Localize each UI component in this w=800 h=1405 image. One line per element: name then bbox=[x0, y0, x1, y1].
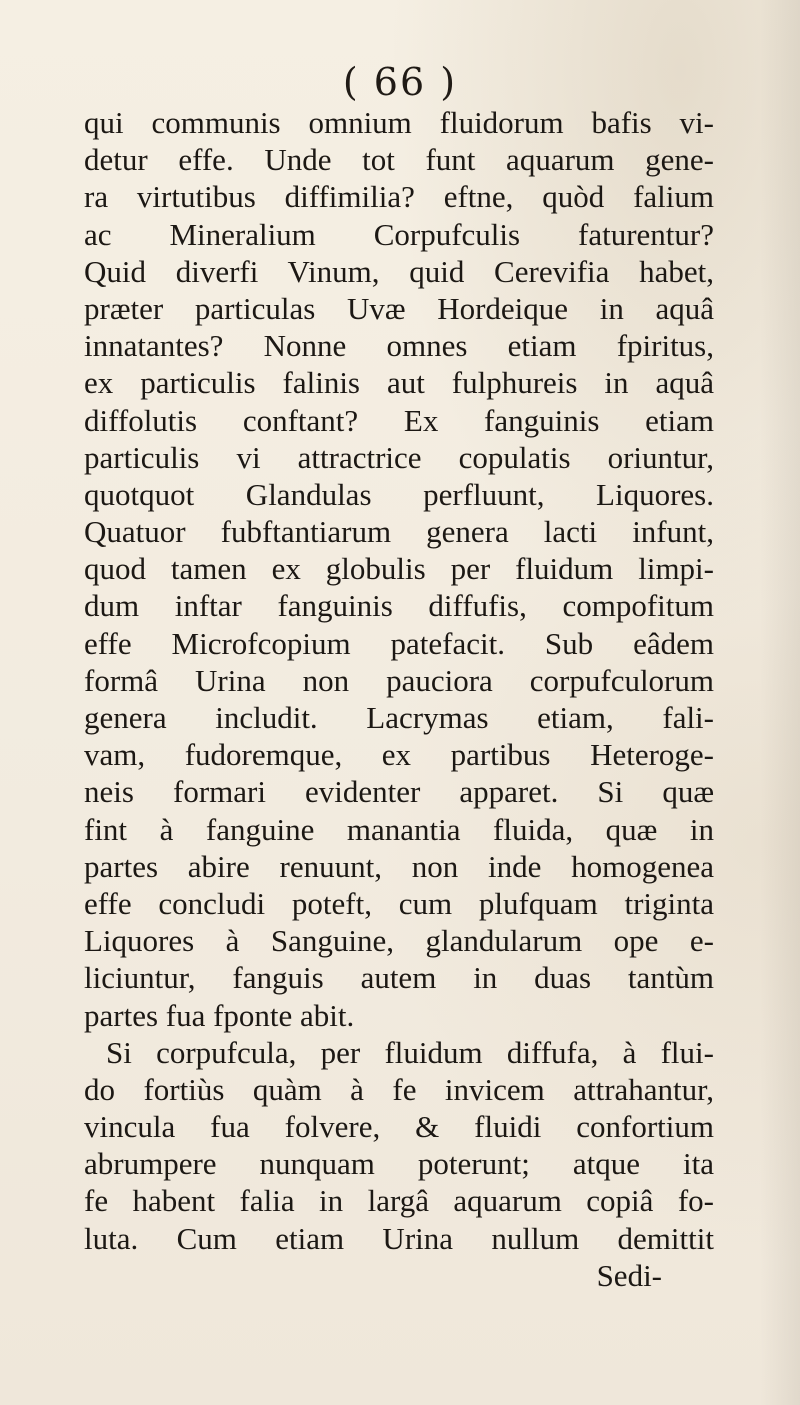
text-line: liciuntur, fanguis autem in duas tantùm bbox=[84, 960, 714, 996]
text-line: effe Microfcopium patefacit. Sub eâdem bbox=[84, 625, 714, 661]
body-text bbox=[84, 104, 714, 1294]
text-line: Liquores à Sanguine, glandularum ope e- bbox=[84, 923, 714, 959]
text-line: partes abire renuunt, non inde homogenea bbox=[84, 848, 714, 884]
text-line: formâ Urina non pauciora corpufculorum bbox=[84, 662, 714, 698]
text-line: quotquot Glandulas perfluunt, Liquores. bbox=[84, 476, 714, 512]
text-line: luta. Cum etiam Urina nullum demittit bbox=[84, 1220, 714, 1256]
text-line: fe habent falia in largâ aquarum copiâ fo- bbox=[84, 1183, 714, 1219]
text-line: vincula fua folvere, & fluidi confortium bbox=[84, 1109, 714, 1145]
text-line: præter particulas Uvæ Hordeique in aquâ bbox=[84, 290, 714, 326]
page-number: ( 66 ) bbox=[342, 60, 458, 104]
text-line: do fortiùs quàm à fe invicem attrahantur, bbox=[84, 1071, 714, 1107]
text-line: quod tamen ex globulis per fluidum limpi- bbox=[84, 551, 714, 587]
text-line: vam, fudoremque, ex partibus Heteroge- bbox=[84, 737, 714, 773]
text-line: detur effe. Unde tot funt aquarum gene- bbox=[84, 142, 714, 178]
text-line: ac Mineralium Corpufculis faturentur? bbox=[84, 216, 714, 252]
paragraph-start-line: Si corpufcula, per fluidum diffufa, à flui- bbox=[106, 1034, 714, 1070]
text-line: diffolutis conftant? Ex fanguinis etiam bbox=[84, 402, 714, 438]
text-line: Quatuor fubftantiarum genera lacti infunt, bbox=[84, 514, 714, 550]
text-line: abrumpere nunquam poterunt; atque ita bbox=[84, 1146, 714, 1182]
text-line: effe concludi poteft, cum plufquam triginta bbox=[84, 885, 714, 921]
text-line: particulis vi attractrice copulatis oriuntur, bbox=[84, 439, 714, 475]
text-line: Quid diverfi Vinum, quid Cerevifia habet, bbox=[84, 253, 714, 289]
text-line: ex particulis falinis aut fulphureis in aquâ bbox=[84, 365, 714, 401]
catchword: Sedi- bbox=[596, 1257, 662, 1293]
text-line: dum inftar fanguinis diffufis, compofitum bbox=[84, 588, 714, 624]
text-line: ra virtutibus diffimilia? eftne, quòd falium bbox=[84, 179, 714, 215]
text-line: neis formari evidenter apparet. Si quæ bbox=[84, 774, 714, 810]
paragraph-end-line: partes fua fponte abit. bbox=[84, 997, 355, 1033]
text-line: genera includit. Lacrymas etiam, fali- bbox=[84, 700, 714, 735]
text-line: qui communis omnium fluidorum bafis vi- bbox=[84, 105, 714, 140]
text-line: innatantes? Nonne omnes etiam fpiritus, bbox=[84, 328, 714, 364]
text-line: fint à fanguine manantia fluida, quæ in bbox=[84, 811, 714, 847]
page-edge-shadow bbox=[760, 0, 800, 1405]
